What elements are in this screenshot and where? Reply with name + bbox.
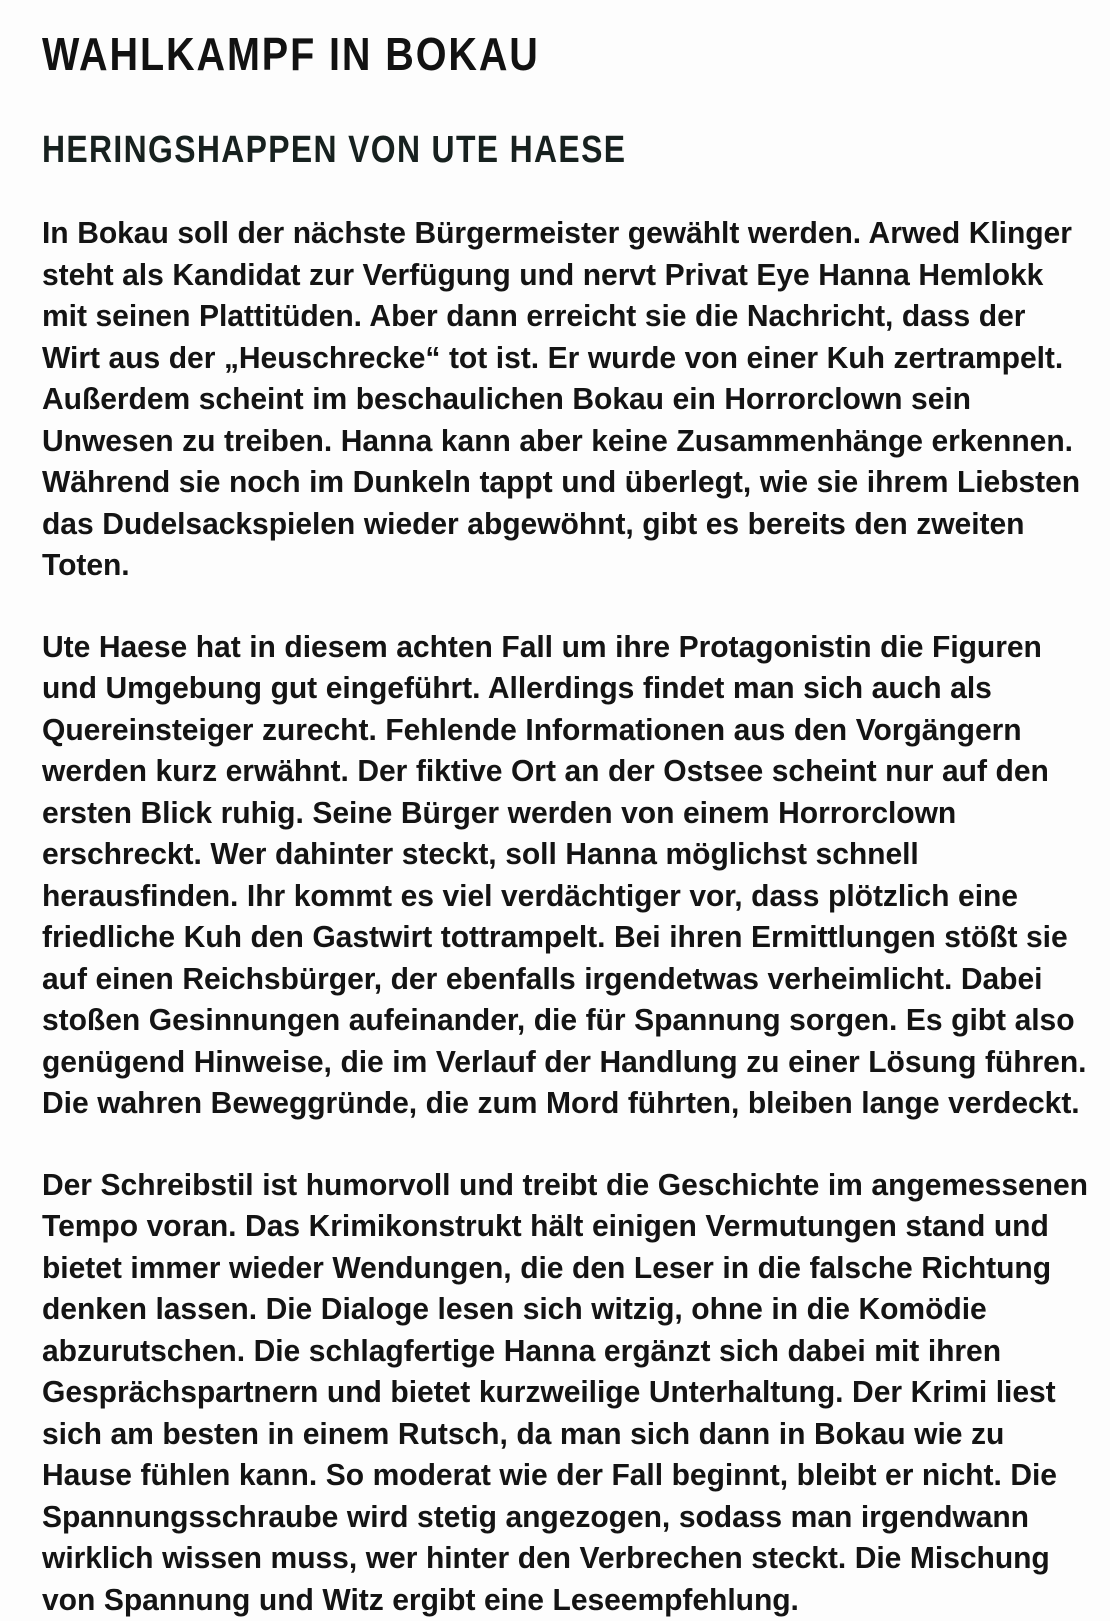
- article-body: [42, 213, 1104, 1621]
- emphasis-text: achten: [396, 630, 493, 664]
- emphasis-text: Spannung: [634, 1003, 780, 1037]
- page-title: WAHLKAMPF IN BOKAU: [42, 28, 928, 80]
- paragraph-2: Ute Haese hat in diesem achten Fall um ihre Protagonistin die Figuren und Umgebung gut eingeführt. Allerdings findet man sich auch als Quereinsteiger zurecht. Fehlende Informationen aus den Vorgängern werden kurz erwähnt. Der fiktive Ort an der Ostsee scheint nur auf den ersten Blick ruhig. Seine Bürger werden von einem Horrorclown erschreckt. Wer dahinter steckt, soll Hanna möglichst schnell herausfinden. Ihr kommt es viel verdächtiger vor, dass plötzlich eine friedliche Kuh den Gastwirt tottrampelt. Bei ihren Ermittlungen stößt sie auf einen Reichsbürger, der ebenfalls irgendetwas verheimlicht. Dabei stoßen Gesinnungen aufeinander, die für Spannung sorgen. Es gibt also genügend Hinweise, die im Verlauf der Handlung zu einer Lösung führen. Die wahren Beweggründe, die zum Mord führten, bleiben lange verdeckt.: [42, 627, 1088, 1125]
- emphasis-text: Privat Eye Hanna Hemlokk: [665, 258, 1044, 292]
- emphasis-text: Dialoge: [321, 1292, 429, 1326]
- page-subtitle: HERINGSHAPPEN VON UTE HAESE: [42, 128, 626, 172]
- title-block: [42, 28, 1072, 80]
- paragraph-1: In Bokau soll der nächste Bürgermeister gewählt werden. Arwed Klinger steht als Kandidat zur Verfügung und nervt Privat Eye Hanna Hemlokk mit seinen Plattitüden. Aber dann erreicht sie die Nachricht, dass der Wirt aus der „Heuschrecke“ tot ist. Er wurde von einer Kuh zertrampelt. Außerdem scheint im beschaulichen Bokau ein Horrorclown sein Unwesen zu treiben. Hanna kann aber keine Zusammenhänge erkennen. Während sie noch im Dunkeln tappt und überlegt, wie sie ihrem Liebsten das Dudelsackspielen wieder abgewöhnt, gibt es bereits den zweiten Toten.: [42, 213, 1088, 587]
- paragraph-3: Der Schreibstil ist humorvoll und treibt die Geschichte im angemessenen Tempo voran. Das Krimikonstrukt hält einigen Vermutungen stand und bietet immer wieder Wendungen, die den Leser in die falsche Richtung denken lassen. Die Dialoge lesen sich witzig, ohne in die Komödie abzurutschen. Die schlagfertige Hanna ergänzt sich dabei mit ihren Gesprächspartnern und bietet kurzweilige Unterhaltung. Der Krimi liest sich am besten in einem Rutsch, da man sich dann in Bokau wie zu Hause fühlen kann. So moderat wie der Fall beginnt, bleibt er nicht. Die Spannungsschraube wird stetig angezogen, sodass man irgendwann wirklich wissen muss, wer hinter den Verbrechen steckt. Die Mischung von Spannung und Witz ergibt eine Leseempfehlung.: [42, 1165, 1088, 1621]
